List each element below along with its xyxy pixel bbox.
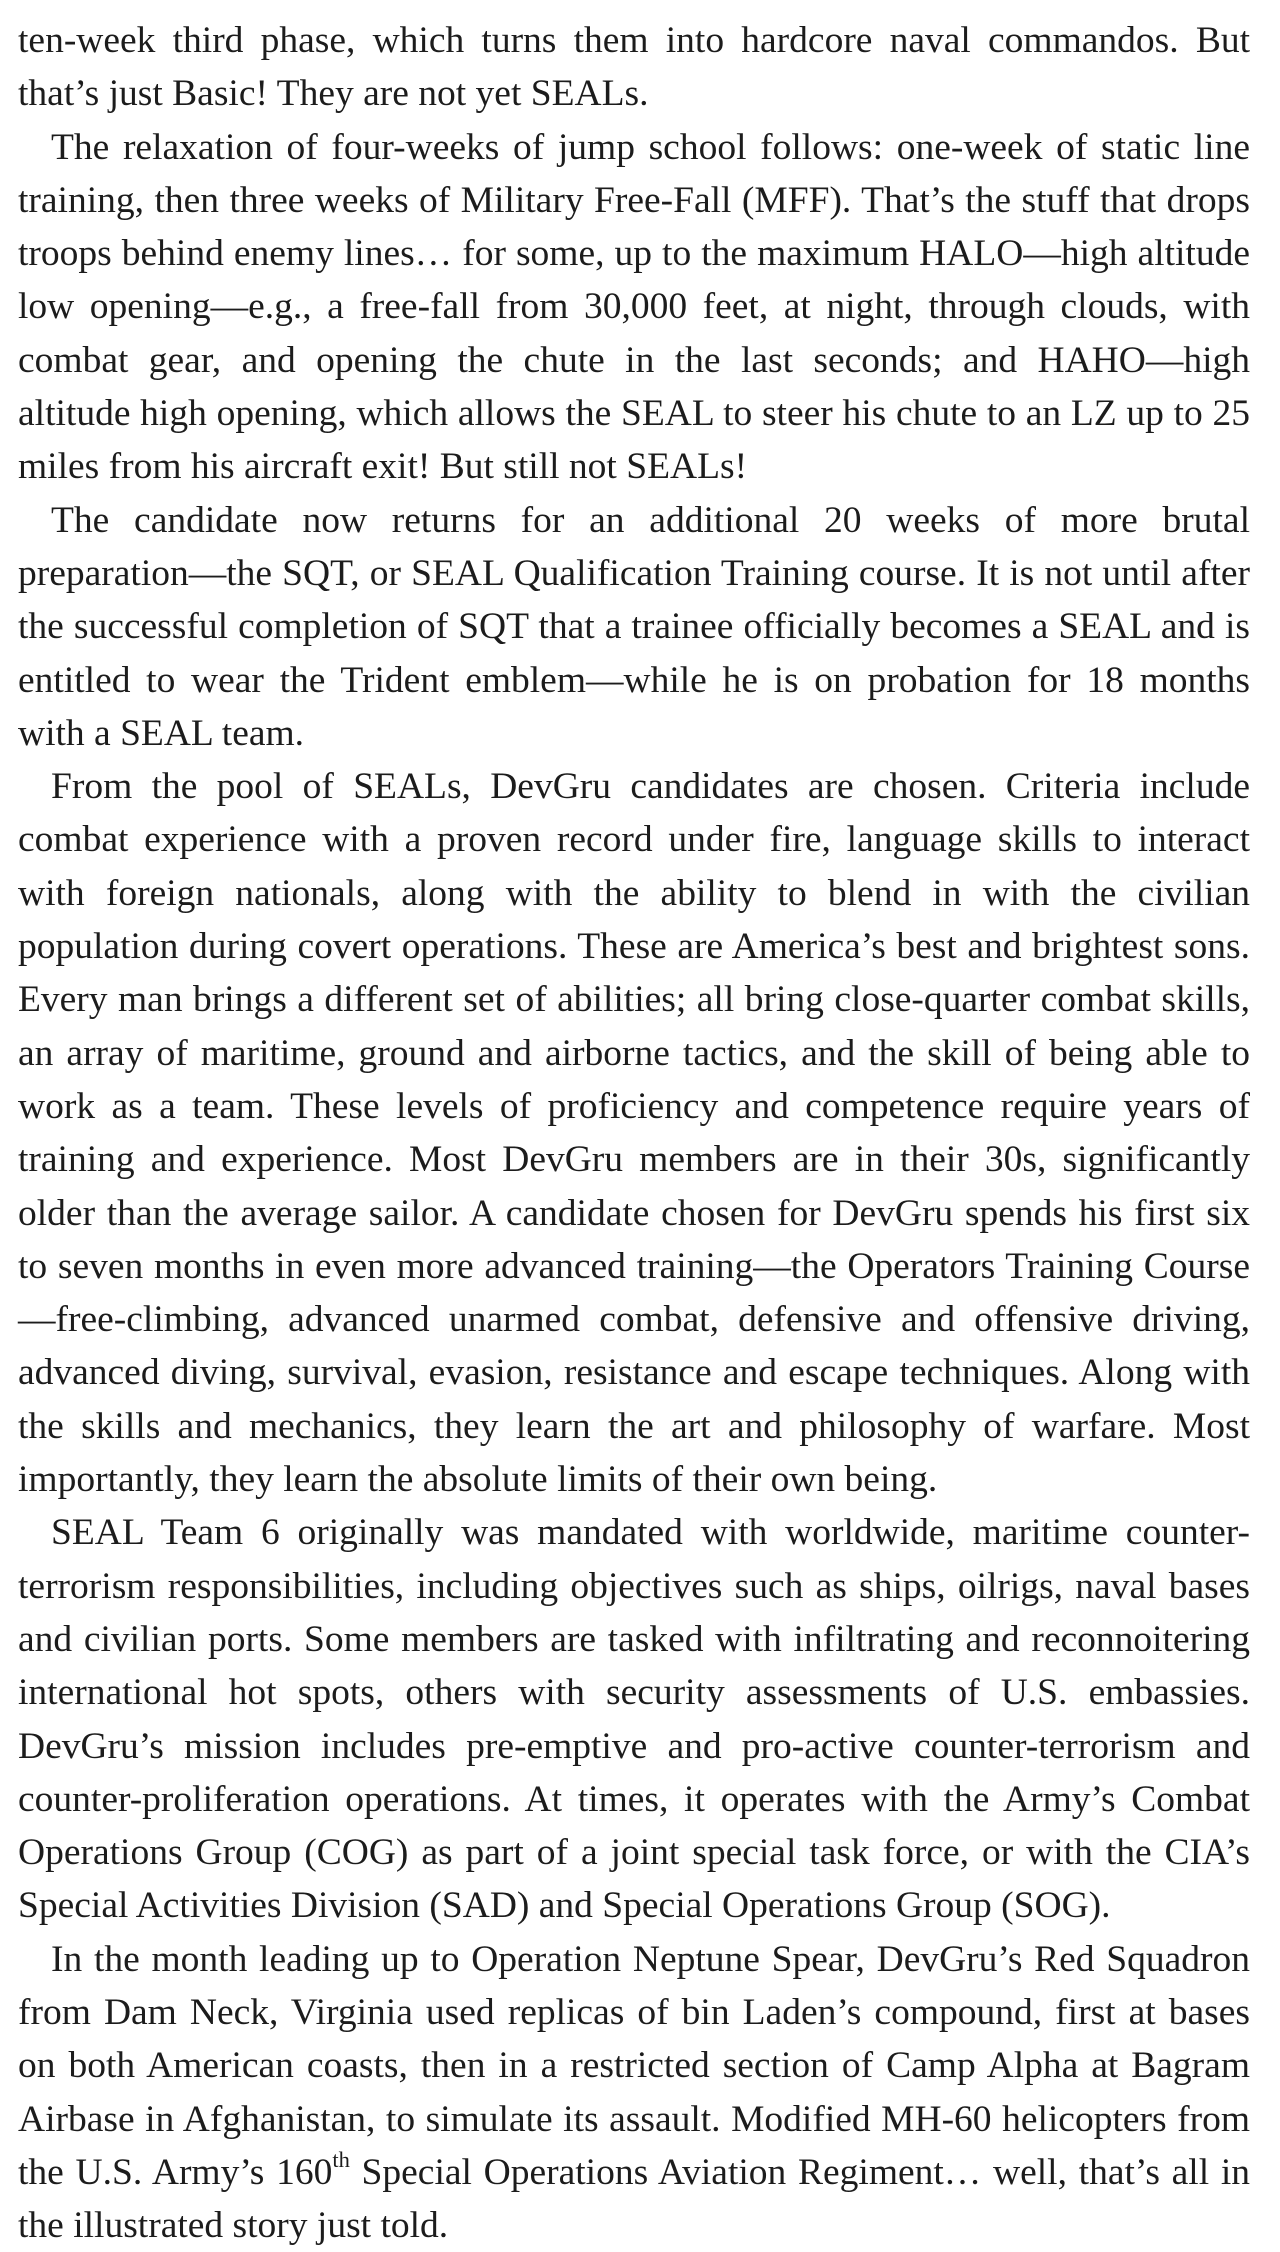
neptune-spear-text-start: In the month leading up to Operation Neptune Spear, DevGru’s Red Squadron from Dam Neck, Virginia used replicas of bin Laden’s compound, first at bases on both American coasts, then in a restricted section of Camp Alpha at Bagram Airbase in Afghanistan, to simulate its assault. Modified MH-60 helicopters from the U.S. Army’s 160: [18, 1938, 1250, 2193]
paragraph-neptune-spear: [18, 1933, 1250, 2252]
paragraph-jump-school: The relaxation of four-weeks of jump school follows: one-week of static line training, then three weeks of Military Free-Fall (MFF). That’s the stuff that drops troops behind enemy lines… for some, up to the maximum HALO—high altitude low opening—e.g., a free-fall from 30,000 feet, at night, through clouds, with combat gear, and opening the chute in the last seconds; and HAHO—high altitude high opening, which allows the SEAL to steer his chute to an LZ up to 25 miles from his aircraft exit! But still not SEALs!: [18, 126, 1250, 488]
ordinal-superscript: th: [332, 2147, 350, 2172]
paragraph-sqt: The candidate now returns for an additional 20 weeks of more brutal preparation—the SQT, or SEAL Qualification Training course. It is not until after the successful completion of SQT that a trainee officially becomes a SEAL and is entitled to wear the Trident emblem—while he is on probation for 18 months with a SEAL team.: [18, 499, 1250, 754]
paragraph-seal-team-6-mission: SEAL Team 6 originally was mandated with worldwide, maritime counter-terrorism responsibilities, including objectives such as ships, oilrigs, naval bases and civilian ports. Some members are tasked with infiltrating and reconnoitering international hot spots, others with security assessments of U.S. embassies. DevGru’s mission includes pre-emptive and pro-active counter-terrorism and counter-proliferation operations. At times, it operates with the Army’s Combat Operations Group (COG) as part of a joint special task force, or with the CIA’s Special Activities Division (SAD) and Special Operations Group (SOG).: [18, 1512, 1250, 1927]
paragraph-devgru-selection: From the pool of SEALs, DevGru candidates are chosen. Criteria include combat experience with a proven record under fire, language skills to interact with foreign nationals, along with the ability to blend in with the civilian population during covert operations. These are America’s best and brightest sons. Every man brings a different set of abilities; all bring close-quarter combat skills, an array of maritime, ground and airborne tactics, and the skill of being able to work as a team. These levels of proficiency and competence require years of training and experience. Most DevGru members are in their 30s, significantly older than the average sailor. A candidate chosen for DevGru spends his first six to seven months in even more advanced training—the Operators Training Course—free-climbing, advanced unarmed combat, defensive and offensive driving, advanced diving, survival, evasion, resistance and escape techniques. Along with the skills and mechanics, they learn the art and philosophy of warfare. Most importantly, they learn the absolute limits of their own being.: [18, 766, 1250, 1501]
paragraph-continued: ten-week third phase, which turns them into hardcore naval commandos. But that’s just Basic! They are not yet SEALs.: [18, 20, 1250, 115]
book-page: [18, 14, 1250, 2252]
neptune-spear-text-end: Special Operations Aviation Regiment… well, that’s all in the illustrated story just told.: [18, 2151, 1250, 2247]
